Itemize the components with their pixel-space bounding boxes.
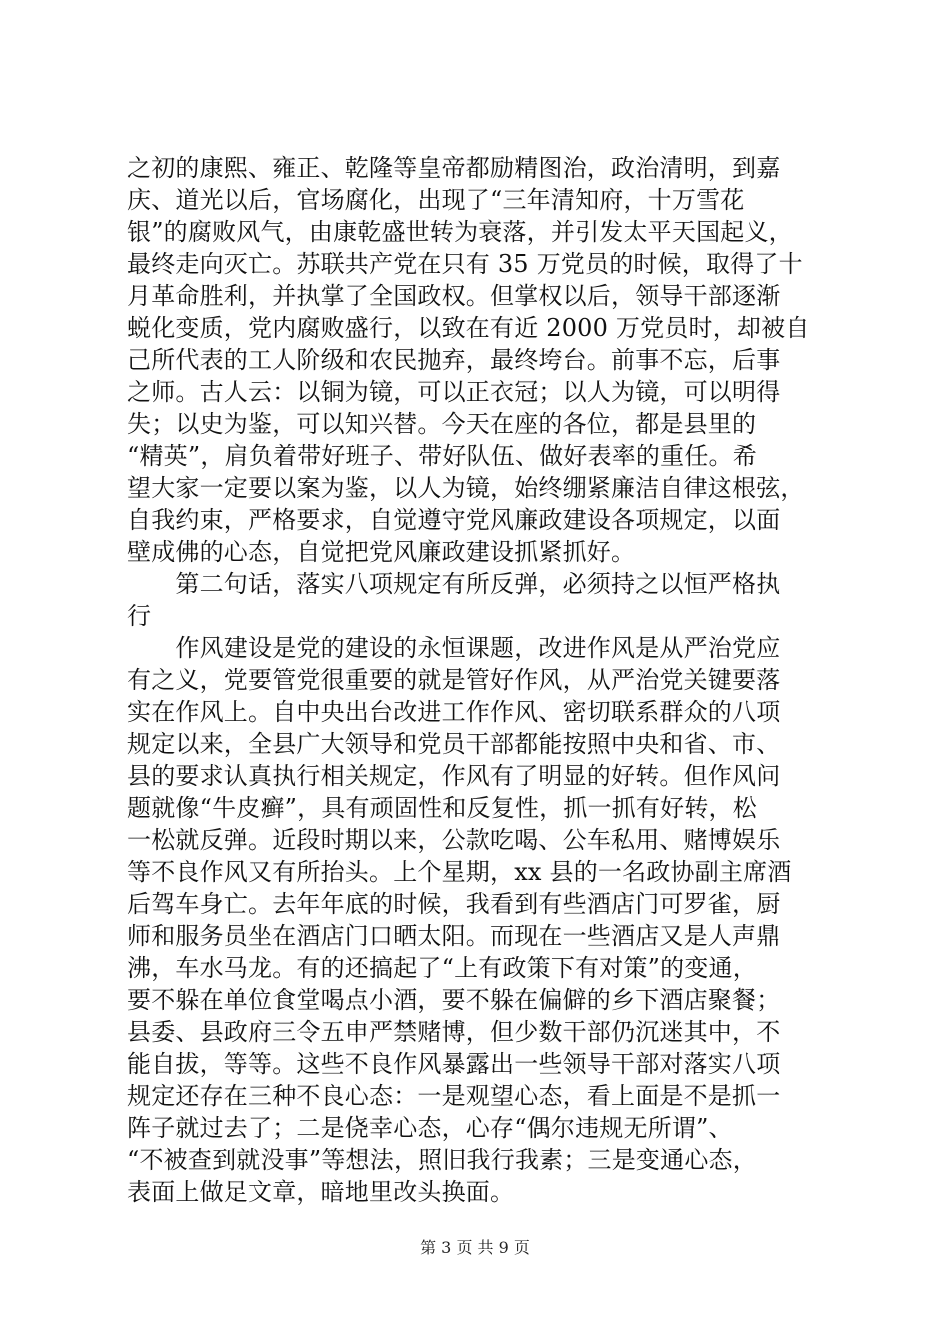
text-line: 县的要求认真执行相关规定，作风有了明显的好转。但作风问: [127, 762, 781, 790]
text-line: 县委、县政府三令五申严禁赌博，但少数干部仍沉迷其中，不: [127, 1018, 781, 1046]
text-line: 师和服务员坐在酒店门口晒太阳。而现在一些酒店又是人声鼎: [127, 922, 781, 950]
text-line: 表面上做足文章，暗地里改头换面。: [127, 1178, 515, 1206]
text-line: 沸，车水马龙。有的还搞起了“上有政策下有对策”的变通，: [127, 954, 757, 982]
text-line: 之师。古人云：以铜为镜，可以正衣冠；以人为镜，可以明得: [127, 378, 781, 406]
text-line: 庆、道光以后，官场腐化，出现了“三年清知府，十万雪花: [127, 186, 745, 214]
text-line: 阵子就过去了；二是侥幸心态，心存“偶尔违规无所谓”、: [127, 1114, 733, 1142]
text-line: 一松就反弹。近段时期以来，公款吃喝、公车私用、赌博娱乐: [127, 826, 781, 854]
text-line: “精英”，肩负着带好班子、带好队伍、做好表率的重任。希: [127, 442, 757, 470]
text-line: 能自拔，等等。这些不良作风暴露出一些领导干部对落实八项: [127, 1050, 781, 1078]
text-line: 望大家一定要以案为鉴，以人为镜，始终绷紧廉洁自律这根弦，: [127, 474, 805, 502]
text-line: 规定以来，全县广大领导和党员干部都能按照中央和省、市、: [127, 730, 781, 758]
text-line: 银”的腐败风气，由康乾盛世转为衰落，并引发太平天国起义，: [127, 218, 793, 246]
text-line: 等不良作风又有所抬头。上个星期，xx 县的一名政协副主席酒: [127, 858, 792, 886]
page-number-footer: 第 3 页 共 9 页: [420, 1238, 530, 1257]
text-line: “不被查到就没事”等想法，照旧我行我素；三是变通心态，: [127, 1146, 757, 1174]
text-line: 题就像“牛皮癣”，具有顽固性和反复性，抓一抓有好转，松: [127, 794, 757, 822]
body-text: [127, 152, 842, 1208]
section-heading-line: 第二句话，落实八项规定有所反弹，必须持之以恒严格执: [127, 570, 781, 598]
text-line: 最终走向灭亡。苏联共产党在只有 35 万党员的时候，取得了十: [127, 250, 803, 278]
text-line: 实在作风上。自中央出台改进工作作风、密切联系群众的八项: [127, 698, 781, 726]
text-line: 己所代表的工人阶级和农民抛弃，最终垮台。前事不忘，后事: [127, 346, 781, 374]
text-line: 失；以史为鉴，可以知兴替。今天在座的各位，都是县里的: [127, 410, 757, 438]
text-line: 有之义，党要管党很重要的就是管好作风，从严治党关键要落: [127, 666, 781, 694]
text-line: 后驾车身亡。去年年底的时候，我看到有些酒店门可罗雀，厨: [127, 890, 781, 918]
text-line: 要不躲在单位食堂喝点小酒，要不躲在偏僻的乡下酒店聚餐；: [127, 986, 781, 1014]
text-line: 之初的康熙、雍正、乾隆等皇帝都励精图治，政治清明，到嘉: [127, 154, 781, 182]
text-line: 规定还存在三种不良心态：一是观望心态，看上面是不是抓一: [127, 1082, 781, 1110]
section-heading-line: 行: [127, 602, 152, 630]
text-line: 月革命胜利，并执掌了全国政权。但掌权以后，领导干部逐渐: [127, 282, 781, 310]
text-line: 蜕化变质，党内腐败盛行，以致在有近 2000 万党员时，却被自: [127, 314, 810, 342]
text-line: 自我约束，严格要求，自觉遵守党风廉政建设各项规定，以面: [127, 506, 781, 534]
text-line: 作风建设是党的建设的永恒课题，改进作风是从严治党应: [127, 634, 781, 662]
text-line: 壁成佛的心态，自觉把党风廉政建设抓紧抓好。: [127, 538, 636, 566]
